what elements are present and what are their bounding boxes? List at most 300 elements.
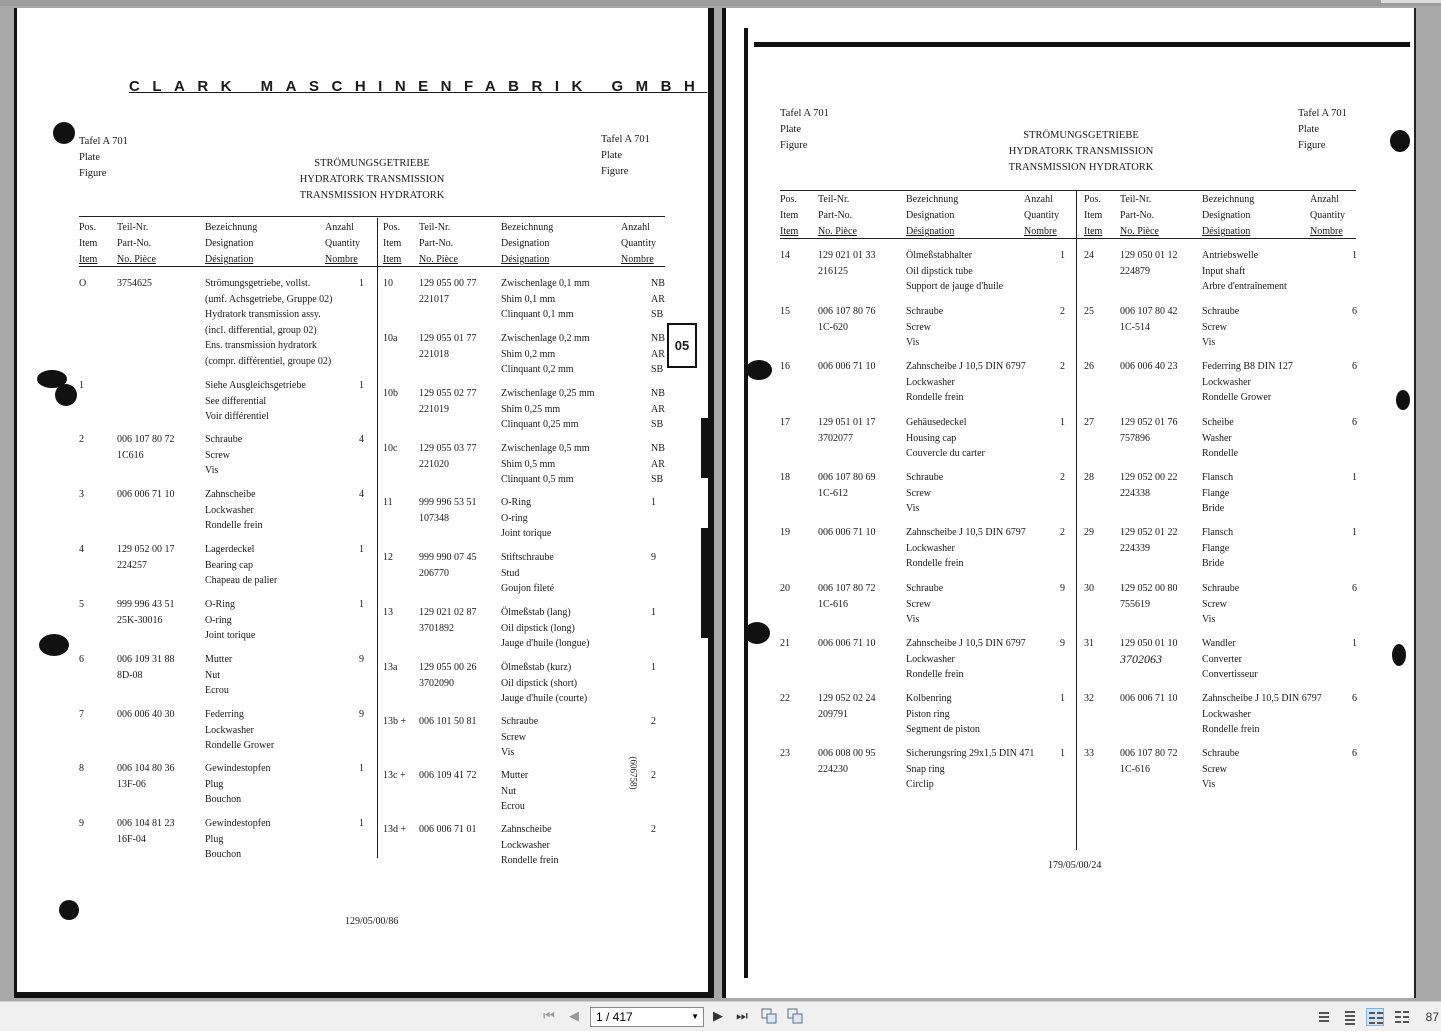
part-number-line: 1C616 [117, 449, 144, 461]
part-number-line: 129 050 01 12 [1120, 250, 1178, 261]
item-designation [501, 605, 589, 652]
header-label: Item [1084, 226, 1103, 237]
part-number-line: 129 050 01 10 [1120, 638, 1178, 649]
part-number-line: 006 107 80 72 [818, 583, 876, 594]
item-position: 1 [79, 380, 84, 391]
header-part [117, 220, 156, 268]
part-number-line: 221017 [419, 293, 449, 305]
part-number-line: 006 006 71 01 [419, 824, 477, 835]
designation-line: O-ring [501, 512, 528, 524]
part-number-line: 16F-04 [117, 833, 146, 845]
item-part-number [818, 415, 876, 446]
plate-label: Tafel A 701 [780, 108, 829, 119]
part-number-line: 3754625 [117, 278, 152, 289]
title-line: STRÖMUNGSGETRIEBE [1023, 130, 1139, 141]
item-quantity [651, 386, 665, 433]
designation-line: Segment de piston [906, 724, 980, 735]
item-position: 13a [383, 662, 398, 673]
part-number-line: 129 021 02 87 [419, 607, 477, 618]
designation-line: Input shaft [1202, 265, 1246, 277]
item-designation [906, 691, 980, 738]
part-number-line: 1C-616 [818, 598, 848, 610]
first-page-button[interactable]: ⏮ [543, 1009, 555, 1024]
designation-line: Clinquant 0,1 mm [501, 309, 574, 320]
item-part-number [818, 581, 876, 612]
part-number-line: 757896 [1120, 432, 1150, 444]
designation-line: Schraube [205, 434, 243, 445]
header-label: Quantity [1024, 210, 1059, 221]
duplicate-icon[interactable] [786, 1008, 804, 1026]
designation-line: Mutter [501, 770, 529, 781]
designation-line: Lockwasher [501, 839, 550, 851]
designation-line: Vis [205, 465, 219, 476]
designation-line: Snap ring [906, 763, 945, 775]
zoom-level[interactable]: 87 [1425, 1010, 1439, 1024]
header-label: Anzahl [621, 222, 650, 233]
item-quantity: 1 [359, 763, 364, 774]
item-quantity: 4 [359, 434, 364, 445]
designation-line: Ecrou [205, 685, 229, 696]
quantity-line: 1 [651, 497, 656, 508]
plate-labels-right [601, 132, 650, 180]
item-quantity: 6 [1352, 583, 1357, 594]
item-quantity: 6 [1352, 417, 1357, 428]
item-position: O [79, 278, 87, 289]
designation-line: Plug [205, 833, 224, 845]
header-label: Designation [205, 238, 254, 249]
designation-line: Rondelle frein [906, 392, 964, 403]
designation-line: Bouchon [205, 794, 242, 805]
quantity-line: 2 [651, 770, 656, 781]
item-quantity: 2 [1060, 472, 1065, 483]
designation-line: Bride [1202, 558, 1225, 569]
header-label: Part-No. [818, 210, 853, 221]
designation-line: Lockwasher [906, 542, 955, 554]
item-position: 13c + [383, 770, 406, 781]
item-quantity: 1 [1352, 472, 1357, 483]
item-designation [906, 746, 1034, 793]
item-quantity: 6 [1352, 693, 1357, 704]
designation-line: (incl. differential, group 02) [205, 324, 317, 336]
item-designation [501, 660, 587, 707]
item-designation [1202, 691, 1322, 738]
header-label: Bezeichnung [205, 222, 258, 233]
page-edge [744, 28, 748, 978]
two-page-continuous-view-icon[interactable] [1392, 1008, 1410, 1026]
designation-line: Clinquant 0,25 mm [501, 419, 579, 430]
viewer-toolbar [0, 1001, 1441, 1031]
item-position: 30 [1084, 583, 1094, 594]
item-designation [501, 386, 595, 433]
part-number-line: 1C-514 [1120, 321, 1150, 333]
item-part-number [419, 714, 477, 730]
item-designation [501, 441, 590, 488]
item-designation [205, 597, 255, 644]
header-rule-bottom [79, 266, 665, 267]
quantity-line: AR [651, 348, 665, 360]
quantity-line: NB [651, 388, 665, 399]
part-number-line: 006 107 80 76 [818, 306, 876, 317]
item-designation [1202, 359, 1293, 406]
designation-line: Zahnscheibe J 10,5 DIN 6797 [1202, 693, 1322, 704]
item-designation [1202, 525, 1233, 572]
header-qty [621, 220, 656, 268]
item-position: 29 [1084, 527, 1094, 538]
item-designation [906, 415, 985, 462]
designation-line: Rondelle frein [906, 669, 964, 680]
copy-icon[interactable] [760, 1008, 778, 1026]
item-designation [501, 768, 528, 815]
header-label: Part-No. [117, 238, 152, 249]
item-designation [906, 470, 943, 517]
item-quantity: 6 [1352, 748, 1357, 759]
header-part [419, 220, 458, 268]
page-footer-code: 129/05/00/86 [345, 916, 399, 927]
part-number-line: 129 021 01 33 [818, 250, 876, 261]
plate-label: Figure [780, 140, 808, 151]
item-position: 3 [79, 489, 84, 500]
item-position: 18 [780, 472, 790, 483]
item-part-number [117, 432, 175, 463]
designation-line: Wandler [1202, 638, 1236, 649]
item-position: 20 [780, 583, 790, 594]
header-label: Bezeichnung [1202, 194, 1255, 205]
designation-line: Couvercle du carter [906, 448, 985, 459]
item-designation [1202, 581, 1239, 628]
item-designation [205, 652, 232, 699]
item-quantity: 1 [359, 818, 364, 829]
item-designation [501, 276, 590, 323]
part-number-line: 006 109 31 88 [117, 654, 175, 665]
page-footer-code: 179/05/00/24 [1048, 860, 1102, 871]
title-line: HYDRATORK TRANSMISSION [1008, 146, 1154, 157]
binding-mark [701, 418, 713, 478]
part-number-line: 006 006 71 10 [1120, 693, 1178, 704]
header-label: Quantity [621, 238, 656, 249]
designation-line: Schraube [906, 472, 944, 483]
plate-label: Plate [79, 152, 100, 163]
item-part-number [419, 822, 477, 838]
header-label: Designation [1202, 210, 1251, 221]
item-part-number [1120, 304, 1178, 335]
item-part-number [818, 525, 876, 541]
designation-line: Housing cap [906, 432, 957, 444]
binding-mark [701, 528, 713, 638]
designation-line: Flansch [1202, 527, 1234, 538]
item-position: 6 [79, 654, 84, 665]
designation-line: Vis [906, 503, 920, 514]
item-quantity: 1 [1060, 693, 1065, 704]
item-part-number [1120, 581, 1178, 612]
item-part-number [1120, 691, 1178, 707]
plate-label: Plate [1298, 124, 1319, 135]
item-part-number [818, 248, 876, 279]
designation-line: Piston ring [906, 708, 950, 720]
designation-line: Bride [1202, 503, 1225, 514]
item-quantity: 1 [359, 380, 364, 391]
page-title [996, 128, 1166, 176]
item-position: 24 [1084, 250, 1094, 261]
designation-line: Stiftschraube [501, 552, 554, 563]
designation-line: Antriebswelle [1202, 250, 1259, 261]
continuous-view-icon[interactable] [1340, 1008, 1358, 1026]
page-right [722, 8, 1416, 998]
designation-line: Ecrou [501, 801, 525, 812]
part-number-line: 129 052 00 22 [1120, 472, 1178, 483]
item-part-number [419, 441, 477, 472]
item-position: 16 [780, 361, 790, 372]
designation-line: Sicherungsring 29x1,5 DIN 471 [906, 748, 1035, 759]
punch-hole [53, 122, 75, 144]
title-line: TRANSMISSION HYDRATORK [299, 190, 445, 201]
designation-line: Support de jauge d'huile [906, 281, 1004, 292]
item-designation [205, 378, 306, 425]
part-number-line: 006 107 80 42 [1120, 306, 1178, 317]
part-number-line: 999 996 43 51 [117, 599, 175, 610]
part-number-line: 006 104 81 23 [117, 818, 175, 829]
item-part-number [419, 660, 477, 691]
part-number-line: 1C-612 [818, 487, 848, 499]
next-page-button[interactable]: ▶ [713, 1009, 723, 1024]
item-part-number [117, 761, 175, 792]
item-quantity: 6 [1352, 361, 1357, 372]
part-number-line: 129 055 00 26 [419, 662, 477, 673]
item-part-number [1120, 415, 1178, 446]
header-label: Item [79, 254, 98, 265]
item-position: 14 [780, 250, 790, 261]
designation-line: Rondelle frein [906, 558, 964, 569]
header-label: Teil-Nr. [1120, 194, 1152, 205]
designation-line: Lockwasher [906, 376, 955, 388]
designation-line: Vis [1202, 779, 1216, 790]
designation-line: Shim 0,2 mm [501, 348, 556, 360]
header-label: Item [780, 226, 799, 237]
part-number-line: 3702063 [1120, 651, 1162, 666]
item-quantity: 2 [1060, 306, 1065, 317]
quantity-line: 2 [651, 824, 656, 835]
designation-line: Ölmeßstab (kurz) [501, 662, 572, 673]
designation-line: Shim 0,25 mm [501, 403, 561, 415]
header-label: Pos. [780, 194, 797, 205]
part-number-line: 129 055 03 77 [419, 443, 477, 454]
part-number-line: 206770 [419, 567, 449, 579]
header-label: Designation [501, 238, 550, 249]
designation-line: Clinquant 0,2 mm [501, 364, 574, 375]
header-label: Désignation [1202, 226, 1251, 237]
page-edge [17, 992, 708, 998]
item-part-number [818, 691, 876, 722]
item-part-number [419, 550, 477, 581]
column-divider [377, 218, 378, 858]
item-position: 7 [79, 709, 84, 720]
item-part-number [1120, 636, 1178, 667]
part-number-line: 129 051 01 17 [818, 417, 876, 428]
last-page-button[interactable]: ⏭ [736, 1009, 748, 1024]
item-position: 19 [780, 527, 790, 538]
part-number-line: 25K-30016 [117, 614, 163, 626]
part-number-line: 129 055 00 77 [419, 278, 477, 289]
part-number-line: 129 052 01 76 [1120, 417, 1178, 428]
column-divider [1076, 190, 1077, 850]
header-desc [1202, 192, 1254, 240]
designation-line: Zahnscheibe J 10,5 DIN 6797 [906, 638, 1026, 649]
item-quantity [651, 822, 656, 838]
item-part-number [419, 768, 477, 784]
designation-line: Lockwasher [906, 653, 955, 665]
title-line: TRANSMISSION HYDRATORK [1008, 162, 1154, 173]
designation-line: O-ring [205, 614, 232, 626]
designation-line: Lockwasher [1202, 376, 1251, 388]
single-page-view-icon[interactable] [1314, 1008, 1332, 1026]
header-pos [79, 220, 97, 268]
header-label: Item [1084, 210, 1103, 221]
designation-line: Gewindestopfen [205, 818, 271, 829]
designation-line: Screw [906, 487, 931, 499]
designation-line: Screw [205, 449, 230, 461]
designation-line: Circlip [906, 779, 934, 790]
designation-line: Bouchon [205, 849, 242, 860]
part-number-line: 006 006 71 10 [818, 361, 876, 372]
header-qty [325, 220, 360, 268]
item-part-number [1120, 248, 1178, 279]
item-quantity: 1 [359, 599, 364, 610]
part-number-line: 209791 [818, 708, 848, 720]
header-label: Nombre [325, 254, 358, 265]
designation-line: Bearing cap [205, 559, 254, 571]
designation-line: Nut [205, 669, 220, 681]
item-quantity: 1 [1060, 748, 1065, 759]
header-desc [501, 220, 553, 268]
item-position: 15 [780, 306, 790, 317]
designation-line: Zwischenlage 0,1 mm [501, 278, 590, 289]
header-label: No. Pièce [1120, 226, 1159, 237]
header-pos [780, 192, 798, 240]
part-number-line: 216125 [818, 265, 848, 277]
designation-line: Jauge d'huile (courte) [501, 693, 588, 704]
designation-line: Siehe Ausgleichsgetriebe [205, 380, 306, 391]
part-number-line: 13F-06 [117, 778, 146, 790]
designation-line: Chapeau de palier [205, 575, 278, 586]
quantity-line: NB [651, 443, 665, 454]
item-part-number [1120, 746, 1178, 777]
item-designation [501, 550, 554, 597]
item-position: 13d + [383, 824, 407, 835]
header-label: Nombre [621, 254, 654, 265]
page-number-select[interactable] [590, 1007, 704, 1027]
item-designation [906, 581, 943, 628]
item-part-number [419, 605, 477, 636]
header-label: Désignation [205, 254, 254, 265]
designation-line: Voir différentiel [205, 411, 269, 422]
item-quantity: 4 [359, 489, 364, 500]
designation-line: Oil dipstick (short) [501, 677, 578, 689]
item-designation [1202, 470, 1233, 517]
quantity-line: NB [651, 278, 665, 289]
plate-label: Tafel A 701 [1298, 108, 1347, 119]
header-label: Teil-Nr. [419, 222, 451, 233]
designation-line: Flansch [1202, 472, 1234, 483]
part-number-line: 129 052 01 22 [1120, 527, 1178, 538]
header-label: Pos. [1084, 194, 1101, 205]
plate-label: Figure [601, 166, 629, 177]
header-label: Quantity [325, 238, 360, 249]
designation-line: Vis [906, 337, 920, 348]
designation-line: Zahnscheibe J 10,5 DIN 6797 [906, 527, 1026, 538]
item-position: 2 [79, 434, 84, 445]
item-quantity [651, 495, 656, 511]
item-part-number [117, 276, 152, 292]
designation-line: Rondelle frein [501, 855, 559, 866]
item-part-number [818, 746, 876, 777]
part-number-line: 3702077 [818, 432, 853, 444]
header-qty [1024, 192, 1059, 240]
designation-line: Mutter [205, 654, 233, 665]
chevron-down-icon: ▼ [691, 1012, 699, 1021]
header-pos [1084, 192, 1102, 240]
designation-line: Zahnscheibe J 10,5 DIN 6797 [906, 361, 1026, 372]
punch-hole [1390, 130, 1410, 152]
quantity-line: AR [651, 403, 665, 415]
item-position: 22 [780, 693, 790, 704]
designation-line: Oil dipstick tube [906, 265, 973, 277]
previous-page-button[interactable]: ◀ [569, 1009, 579, 1024]
designation-line: Plug [205, 778, 224, 790]
designation-line: Rondelle Grower [205, 740, 275, 751]
header-label: Désignation [501, 254, 550, 265]
item-position: 13 [383, 607, 393, 618]
designation-line: Kolbenring [906, 693, 952, 704]
header-label: Teil-Nr. [117, 222, 149, 233]
designation-line: Gehäusedeckel [906, 417, 967, 428]
item-part-number [117, 707, 175, 723]
designation-line: (compr. différentiel, groupe 02) [205, 355, 332, 367]
part-number-line: 224339 [1120, 542, 1150, 554]
item-part-number [117, 542, 175, 573]
plate-label: Plate [780, 124, 801, 135]
designation-line: Lockwasher [205, 724, 254, 736]
item-quantity: 2 [1060, 527, 1065, 538]
designation-line: Lockwasher [1202, 708, 1251, 720]
header-label: Anzahl [1310, 194, 1339, 205]
designation-line: Stud [501, 567, 520, 579]
item-part-number [818, 636, 876, 652]
item-quantity: 9 [1060, 583, 1065, 594]
quantity-line: 9 [651, 552, 656, 563]
item-designation [205, 816, 271, 863]
top-strip [0, 0, 1441, 6]
item-designation [205, 276, 332, 369]
item-designation [205, 542, 277, 589]
item-part-number [117, 816, 175, 847]
item-position: 21 [780, 638, 790, 649]
item-quantity: 1 [1060, 250, 1065, 261]
designation-line: Ölmeßstabhalter [906, 250, 973, 261]
punch-hole [1392, 644, 1406, 666]
header-label: Item [780, 210, 799, 221]
item-position: 23 [780, 748, 790, 759]
designation-line: Lagerdeckel [205, 544, 255, 555]
part-number-line: 3702090 [419, 677, 454, 689]
quantity-line: SB [651, 474, 664, 485]
item-designation [205, 707, 274, 754]
title-line: HYDRATORK TRANSMISSION [299, 174, 445, 185]
designation-line: Schraube [906, 583, 944, 594]
header-rule-top [79, 216, 665, 217]
item-part-number [818, 470, 876, 501]
item-designation [1202, 746, 1239, 793]
two-page-view-icon[interactable] [1366, 1008, 1384, 1026]
plate-labels-right [1298, 106, 1347, 154]
